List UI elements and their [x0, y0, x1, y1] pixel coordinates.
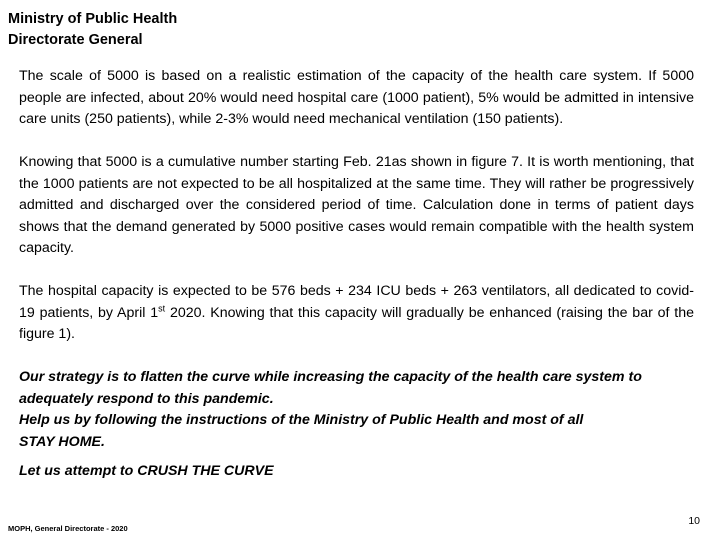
header-directorate-title: Directorate General	[8, 32, 143, 48]
page-number: 10	[688, 515, 700, 527]
paragraph-hospital-capacity	[19, 281, 694, 346]
strategy-message	[19, 367, 694, 453]
capacity-text-start: The hospital capacity is expected to be 576 beds + 234 ICU beds + 263 ventilators, all dedicated to covid-19 patients, by April 1	[19, 283, 694, 321]
help-instruction: Help us by following the instructions of the Ministry of Public Health and most of all	[19, 412, 584, 428]
ordinal-suffix: st	[158, 302, 166, 313]
strategy-statement: Our strategy is to flatten the curve while increasing the capacity of the health care system to adequately respond to this pandemic.	[19, 369, 642, 407]
capacity-text-end: 2020. Knowing that this capacity will gradually be enhanced (raising the bar of the figure 1).	[19, 304, 694, 342]
header-ministry-title: Ministry of Public Health	[8, 11, 178, 27]
footer-source: MOPH, General Directorate - 2020	[8, 524, 128, 533]
crush-the-curve-call: Let us attempt to CRUSH THE CURVE	[19, 463, 274, 479]
paragraph-scale-explanation: The scale of 5000 is based on a realistic estimation of the capacity of the health care system. If 5000 people are infected, about 20% would need hospital care (1000 patient), 5% would be admitted in intensive care units (250 patients), while 2-3% would need mechanical ventilation (150 patients).	[19, 68, 694, 127]
body-content	[19, 66, 694, 483]
stay-home-call: STAY HOME.	[19, 433, 105, 450]
paragraph-cumulative-number: Knowing that 5000 is a cumulative number starting Feb. 21as shown in figure 7. It is worth mentioning, that the 1000 patients are not expected to be all hospitalized at the same time. They will rather be progressively admitted and discharged over the considered period of time. Calculation done in terms of patient days shows that the demand generated by 5000 positive cases would remain compatible with the health system capacity.	[19, 154, 694, 256]
header	[8, 9, 177, 51]
